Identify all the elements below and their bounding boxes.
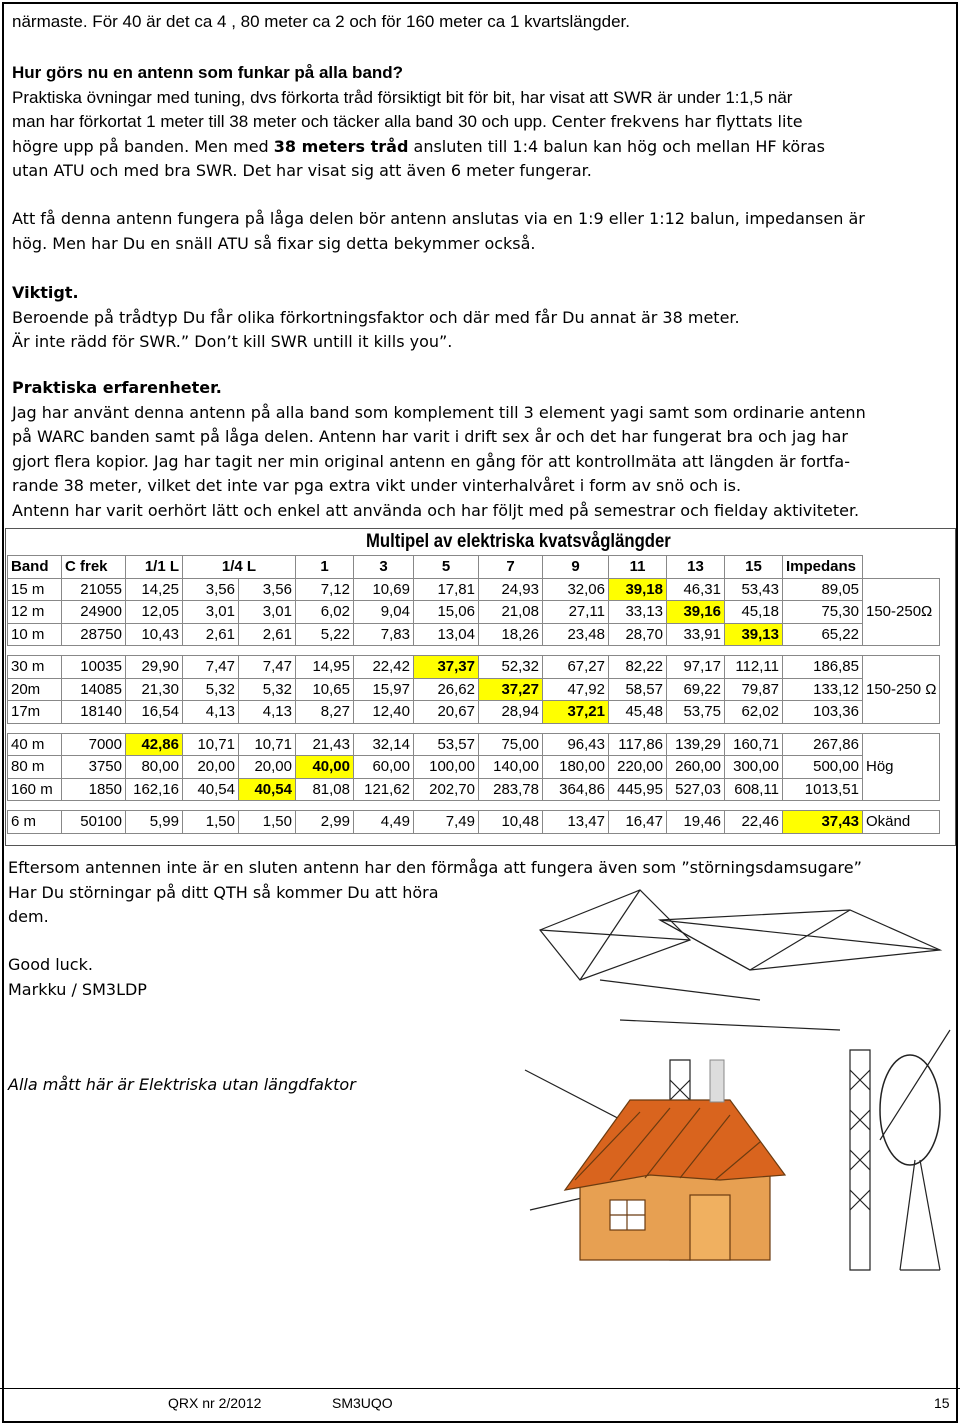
impedance-note: Okänd [863,811,940,834]
header-cell: 1/4 L [183,556,296,579]
value-cell: 24900 [62,601,126,624]
value-cell: 16,54 [126,701,183,724]
table-row [8,811,940,834]
value-cell: 19,46 [667,811,725,834]
value-cell: 65,22 [783,623,863,646]
value-cell: 39,13 [725,623,783,646]
value-cell: 103,36 [783,701,863,724]
group-spacer-cell [8,646,940,656]
value-cell: 6,02 [296,601,354,624]
value-cell: 79,87 [725,678,783,701]
value-cell: 37,27 [479,678,543,701]
band-cell: 6 m [8,811,62,834]
header-cell: 1 [296,556,354,579]
header-cell: 13 [667,556,725,579]
value-cell: 33,13 [609,601,667,624]
length-note: Alla mått här är Elektriska utan längdfaktor [8,1075,356,1094]
value-cell: 26,62 [414,678,479,701]
value-cell: 18140 [62,701,126,724]
value-cell: 24,93 [479,578,543,601]
value-cell: 3,01 [239,601,296,624]
value-cell: 22,46 [725,811,783,834]
band-cell: 20m [8,678,62,701]
value-cell: 10,48 [479,811,543,834]
para1-line4: utan ATU och med bra SWR. Det har visat sig att även 6 meter fungerar. [12,161,592,180]
value-cell: 202,70 [414,778,479,801]
value-cell: 7,49 [414,811,479,834]
value-cell: 2,61 [239,623,296,646]
value-cell: 283,78 [479,778,543,801]
header-cell: 1/1 L [126,556,183,579]
value-cell: 445,95 [609,778,667,801]
value-cell: 82,22 [609,656,667,679]
header-cell: Impedans [783,556,863,579]
table-row [8,733,940,756]
value-cell: 42,86 [126,733,183,756]
header-cell: 9 [543,556,609,579]
value-cell: 121,62 [354,778,414,801]
value-cell: 50100 [62,811,126,834]
section-important: Viktigt. Beroende på trådtyp Du får olika förkortningsfaktor och där med får Du annat är 38 meter. Är inte rädd för SWR.” Don’t kill SWR untill it kills you”. [12,283,740,351]
para-low-band: Att få denna antenn fungera på låga delen bör antenn anslutas via en 1:9 eller 1:12 balun, impedansen är hög. Men har Du en snäll ATU så fixar sig detta bekymmer också. [12,209,865,253]
value-cell: 21,43 [296,733,354,756]
table-row [8,601,940,624]
value-cell: 39,16 [667,601,725,624]
table-row [8,701,940,724]
value-cell: 53,75 [667,701,725,724]
band-cell: 12 m [8,601,62,624]
value-cell: 45,48 [609,701,667,724]
table-row [8,623,940,646]
value-cell: 52,32 [479,656,543,679]
value-cell: 96,43 [543,733,609,756]
header-cell: 15 [725,556,783,579]
table-row [8,778,940,801]
value-cell: 112,11 [725,656,783,679]
value-cell: 117,86 [609,733,667,756]
section-experience: Praktiska erfarenheter. Jag har använt denna antenn på alla band som komplement till 3 element yagi samt som ordinarie antenn på WARC banden samt på låga delen. Antenn har varit i drift sex år och det har fungerat bra och jag har gjort flera kopior. Jag har tagit ner min original antenn en gång för att kontrollmäta att längden är fortfa- rande 38 meter, vilket det inte var pga extra vikt under vinterhalvåret i form av snö och is. Antenn har varit oerhört lätt och enkel att använda och har följt med på semestrar och fielday aktiviteter. [12,378,866,520]
value-cell: 32,14 [354,733,414,756]
value-cell: 7,47 [239,656,296,679]
value-cell: 9,04 [354,601,414,624]
value-cell: 10,43 [126,623,183,646]
group-spacer-cell [8,801,940,811]
value-cell: 14085 [62,678,126,701]
value-cell: 67,27 [543,656,609,679]
value-cell: 62,02 [725,701,783,724]
value-cell: 186,85 [783,656,863,679]
value-cell: 14,95 [296,656,354,679]
section-all-band [12,61,825,184]
value-cell: 4,49 [354,811,414,834]
value-cell: 8,27 [296,701,354,724]
value-cell: 5,32 [183,678,239,701]
value-cell: 2,99 [296,811,354,834]
band-cell: 30 m [8,656,62,679]
value-cell: 180,00 [543,756,609,779]
group-spacer-cell [8,723,940,733]
page-footer [0,1388,960,1417]
signoff [8,953,147,1002]
table-row [8,756,940,779]
value-cell: 81,08 [296,778,354,801]
value-cell: 10,71 [183,733,239,756]
experience-heading: Praktiska erfarenheter. [12,378,222,397]
para1-line: Praktiska övningar med tuning, dvs förkorta tråd försiktigt bit för bit, har visat att SWR är under 1:1,5 när [12,87,793,107]
wavelength-table-figure [5,528,956,846]
value-cell: 17,81 [414,578,479,601]
band-cell: 17m [8,701,62,724]
footer-page-number: 15 [934,1395,950,1411]
band-cell: 80 m [8,756,62,779]
value-cell: 33,91 [667,623,725,646]
value-cell: 53,43 [725,578,783,601]
value-cell: 13,47 [543,811,609,834]
signature: Markku / SM3LDP [8,979,147,999]
value-cell: 3,01 [183,601,239,624]
value-cell: 13,04 [414,623,479,646]
section-after: Eftersom antennen inte är en sluten antenn har den förmåga att fungera även som ”störningsdamsugare” Har Du störningar på ditt QTH så kommer Du att höra dem. [8,858,862,926]
value-cell: 5,32 [239,678,296,701]
value-cell: 4,13 [239,701,296,724]
group-spacer [8,801,940,811]
value-cell: 500,00 [783,756,863,779]
table-row [8,678,940,701]
value-cell: 29,90 [126,656,183,679]
value-cell: 608,11 [725,778,783,801]
header-cell: 5 [414,556,479,579]
value-cell: 7000 [62,733,126,756]
value-cell: 10,71 [239,733,296,756]
value-cell: 15,97 [354,678,414,701]
value-cell: 1013,51 [783,778,863,801]
value-cell: 7,47 [183,656,239,679]
value-cell: 40,00 [296,756,354,779]
value-cell: 20,00 [239,756,296,779]
impedance-note: 150-250 Ω [863,656,940,724]
impedance-note: Hög [863,733,940,801]
value-cell: 89,05 [783,578,863,601]
value-cell: 100,00 [414,756,479,779]
value-cell: 5,22 [296,623,354,646]
band-cell: 15 m [8,578,62,601]
value-cell: 37,43 [783,811,863,834]
important-heading: Viktigt. [12,283,79,302]
value-cell: 4,13 [183,701,239,724]
value-cell: 60,00 [354,756,414,779]
value-cell: 58,57 [609,678,667,701]
value-cell: 80,00 [126,756,183,779]
table-title: Multipel av elektriska kvatsvåglängder [366,531,671,552]
value-cell: 28750 [62,623,126,646]
heading-all-band: Hur görs nu en antenn som funkar på alla band? [12,63,404,82]
value-cell: 16,47 [609,811,667,834]
value-cell: 18,26 [479,623,543,646]
value-cell: 3750 [62,756,126,779]
intro-line: närmaste. För 40 är det ca 4 , 80 meter ca 2 och för 160 meter ca 1 kvartslängder. [12,12,630,31]
value-cell: 133,12 [783,678,863,701]
wavelength-table [7,555,940,834]
value-cell: 46,31 [667,578,725,601]
value-cell: 23,48 [543,623,609,646]
value-cell: 45,18 [725,601,783,624]
value-cell: 37,37 [414,656,479,679]
header-cell: 3 [354,556,414,579]
value-cell: 15,06 [414,601,479,624]
value-cell: 3,56 [239,578,296,601]
value-cell: 21,08 [479,601,543,624]
value-cell: 47,92 [543,678,609,701]
value-cell: 27,11 [543,601,609,624]
value-cell: 97,17 [667,656,725,679]
value-cell: 12,40 [354,701,414,724]
group-spacer [8,723,940,733]
table-row [8,578,940,601]
value-cell: 260,00 [667,756,725,779]
value-cell: 10,65 [296,678,354,701]
value-cell: 20,67 [414,701,479,724]
value-cell: 7,12 [296,578,354,601]
footer-issue: QRX nr 2/2012 [168,1395,262,1411]
header-cell: 11 [609,556,667,579]
value-cell: 3,56 [183,578,239,601]
value-cell: 10035 [62,656,126,679]
header-cell: Band [8,556,62,579]
value-cell: 21,30 [126,678,183,701]
value-cell: 220,00 [609,756,667,779]
header-cell: C frek [62,556,126,579]
value-cell: 2,61 [183,623,239,646]
value-cell: 300,00 [725,756,783,779]
value-cell: 527,03 [667,778,725,801]
value-cell: 7,83 [354,623,414,646]
band-cell: 160 m [8,778,62,801]
value-cell: 39,18 [609,578,667,601]
value-cell: 40,54 [183,778,239,801]
value-cell: 75,00 [479,733,543,756]
value-cell: 14,25 [126,578,183,601]
value-cell: 139,29 [667,733,725,756]
value-cell: 12,05 [126,601,183,624]
value-cell: 10,69 [354,578,414,601]
value-cell: 22,42 [354,656,414,679]
value-cell: 160,71 [725,733,783,756]
band-cell: 10 m [8,623,62,646]
group-spacer [8,646,940,656]
value-cell: 75,30 [783,601,863,624]
band-cell: 40 m [8,733,62,756]
value-cell: 140,00 [479,756,543,779]
value-cell: 28,70 [609,623,667,646]
value-cell: 364,86 [543,778,609,801]
value-cell: 5,99 [126,811,183,834]
impedance-note: 150-250Ω [863,578,940,646]
value-cell: 20,00 [183,756,239,779]
header-cell: 7 [479,556,543,579]
value-cell: 40,54 [239,778,296,801]
value-cell: 28,94 [479,701,543,724]
table-row [8,656,940,679]
value-cell: 32,06 [543,578,609,601]
para1-line3: högre upp på banden. Men med 38 meters tråd ansluten till 1:4 balun kan hög och mellan HF köras [12,136,825,156]
value-cell: 162,16 [126,778,183,801]
good-luck: Good luck. [8,955,93,974]
table-header-row [8,556,940,579]
para1-line2: man har förkortat 1 meter till 38 meter och täcker alla band 30 och upp. Center frekvens har flyttats lite [12,112,803,131]
footer-callsign: SM3UQO [332,1395,393,1411]
value-cell: 1850 [62,778,126,801]
value-cell: 37,21 [543,701,609,724]
value-cell: 267,86 [783,733,863,756]
value-cell: 53,57 [414,733,479,756]
value-cell: 1,50 [183,811,239,834]
antenna-house-illustration [520,880,955,1280]
value-cell: 21055 [62,578,126,601]
value-cell: 69,22 [667,678,725,701]
value-cell: 1,50 [239,811,296,834]
